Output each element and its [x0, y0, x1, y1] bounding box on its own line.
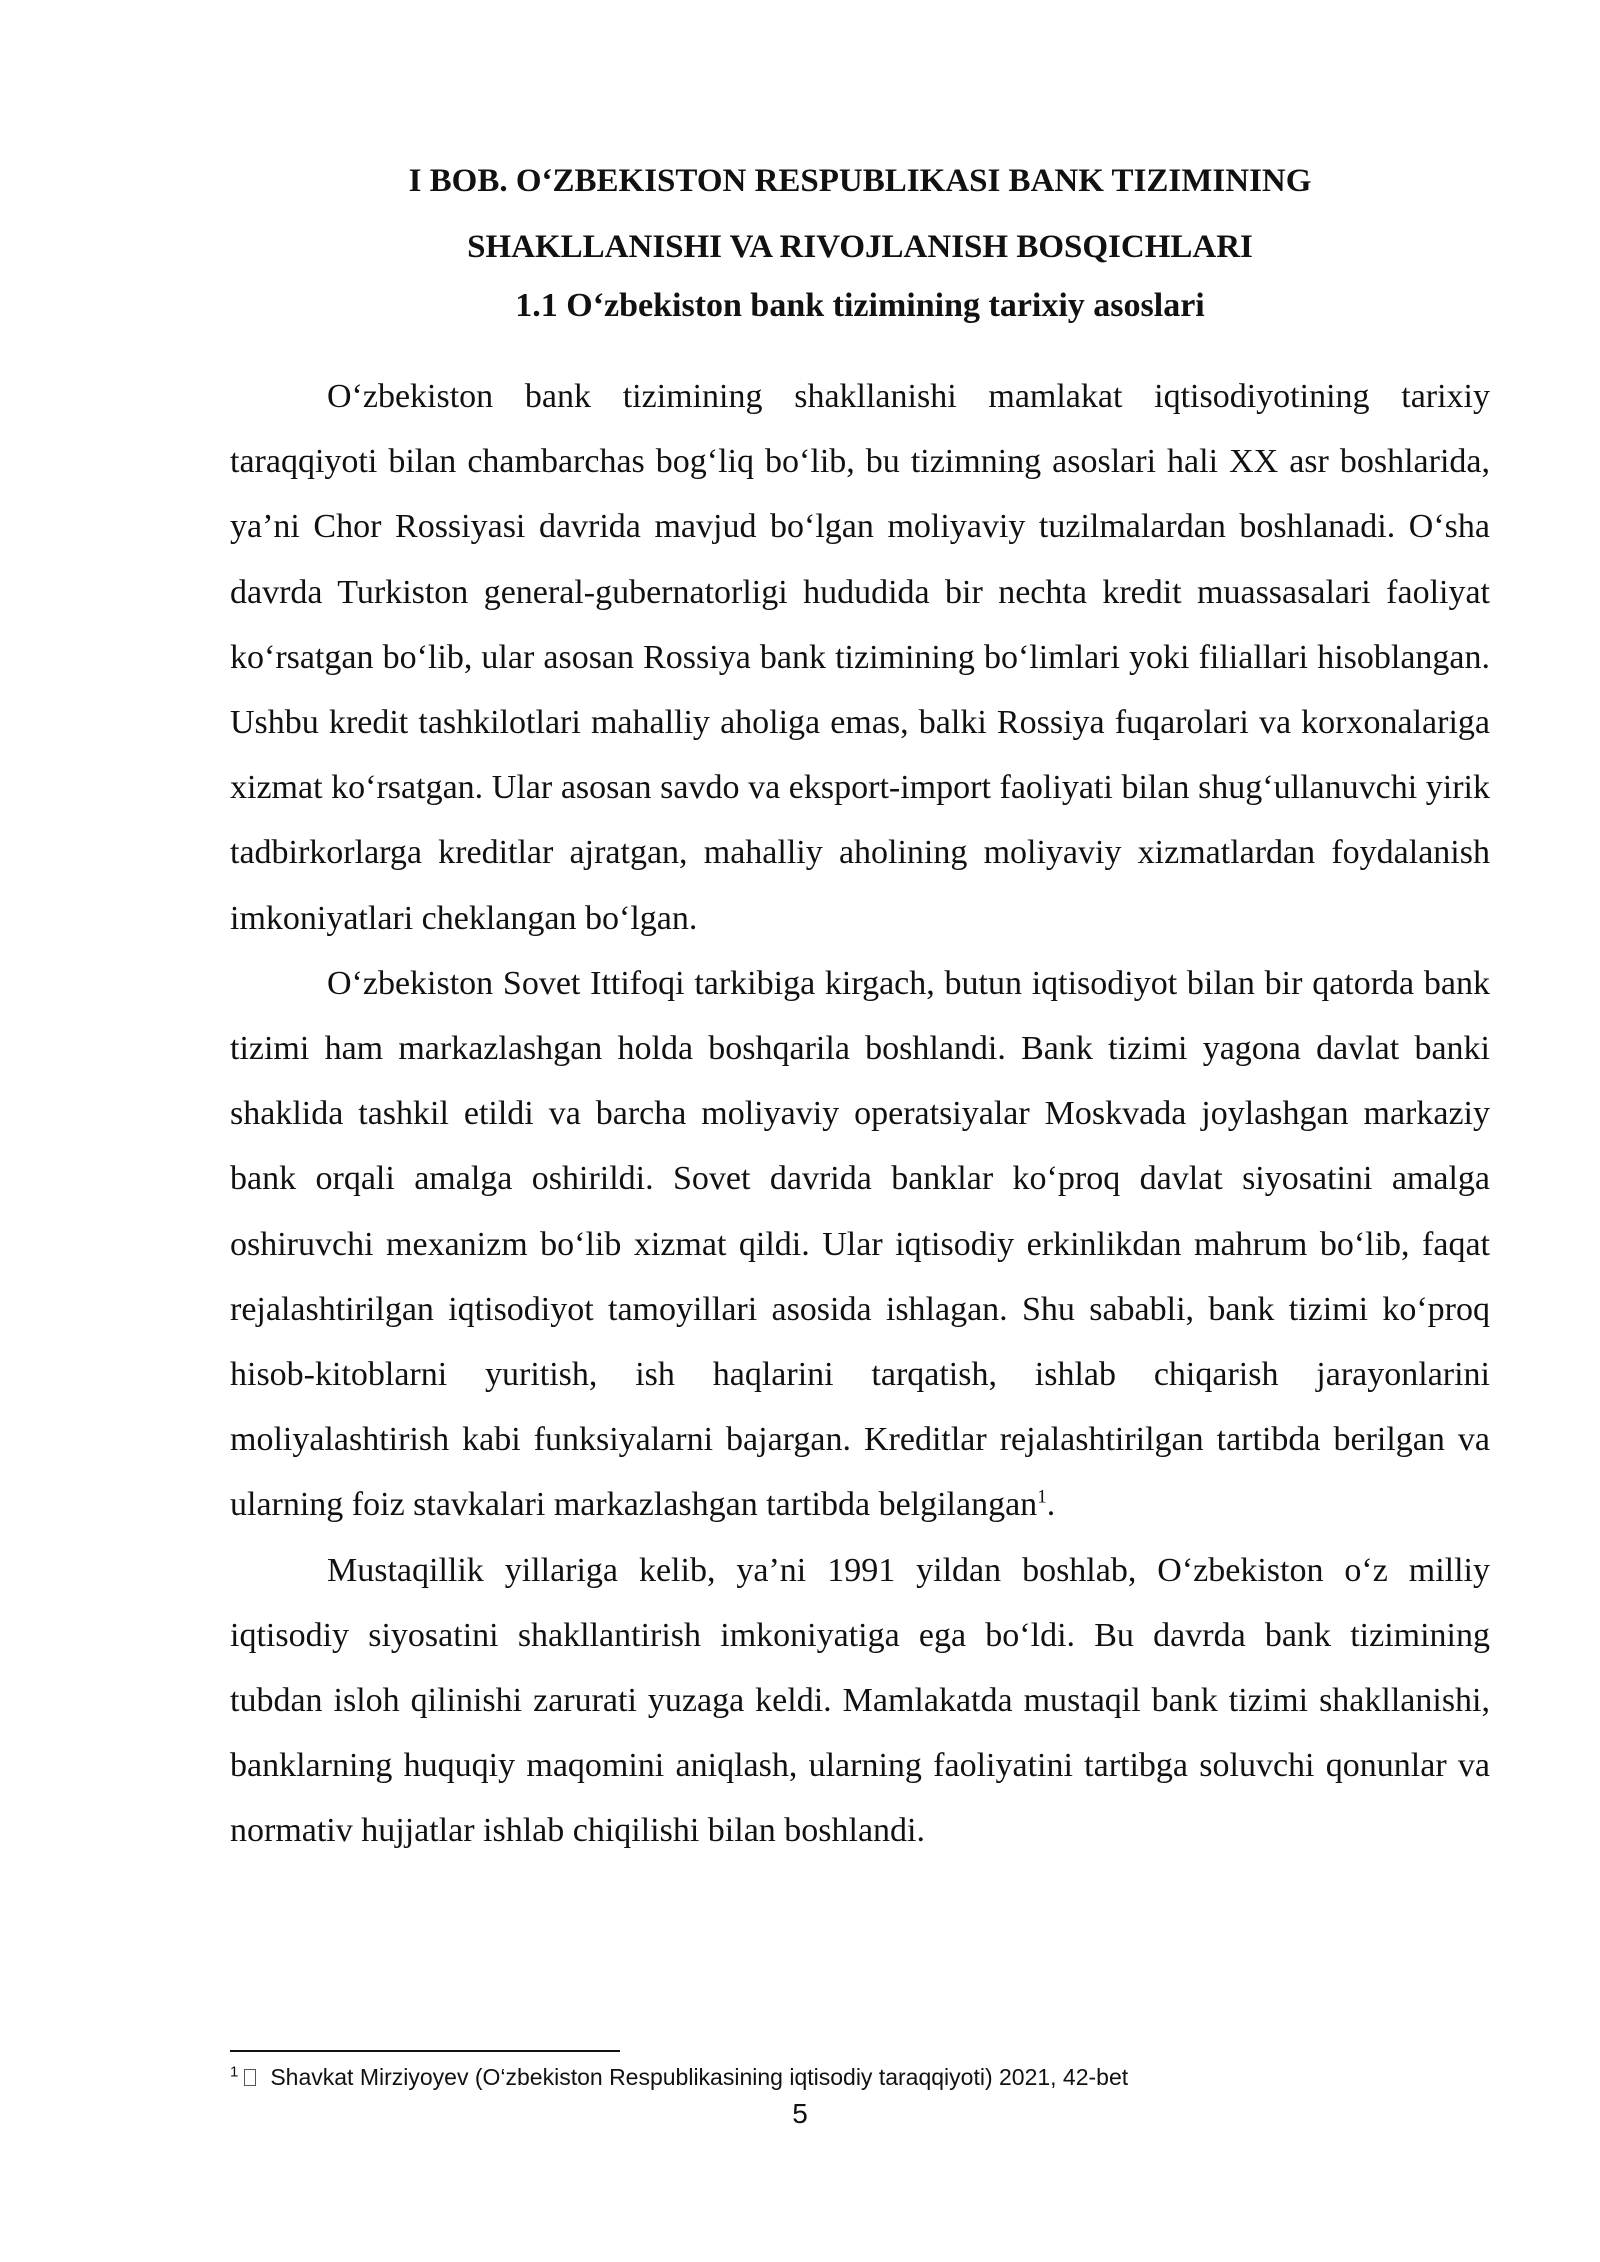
footnote-number: 1: [230, 2063, 239, 2081]
paragraph-2: [230, 951, 1490, 1538]
footnote-text: Shavkat Mirziyoyev (O‘zbekiston Respublikasining iqtisodiy taraqqiyoti) 2021, 42-bet: [270, 2064, 1129, 2090]
footnote: [230, 2062, 1490, 2092]
chapter-title-line-2: SHAKLLANISHI VA RIVOJLANISH BOSQICHLARI: [467, 229, 1253, 265]
paragraph-2-end: .: [1046, 1486, 1056, 1524]
body-text: [230, 364, 1490, 1864]
footnote-reference[interactable]: 1: [1037, 1487, 1047, 1509]
footnote-separator: [230, 2050, 620, 2052]
section-title: 1.1 O‘zbekiston bank tizimining tarixiy asoslari: [515, 287, 1205, 324]
missing-glyph-icon: [244, 2069, 256, 2086]
chapter-title: [230, 148, 1490, 280]
page-number: 5: [792, 2098, 808, 2129]
paragraph-1: O‘zbekiston bank tizimining shakllanishi mamlakat iqtisodiyotining tarixiy taraqqiyoti bilan chambarchas bog‘liq bo‘lib, bu tizimning asoslari hali XX asr boshlarida, ya’ni Chor Rossiyasi davrida mavjud bo‘lgan moliyaviy tuzilmalardan boshlanadi. O‘sha davrda Turkiston general-gubernatorligi hududida bir nechta kredit muassasalari faoliyat ko‘rsatgan bo‘lib, ular asosan Rossiya bank tizimining bo‘limlari yoki filiallari hisoblangan. Ushbu kredit tashkilotlari mahalliy aholiga emas, balki Rossiya fuqarolari va korxonalariga xizmat ko‘rsatgan. Ular asosan savdo va eksport-import faoliyati bilan shug‘ullanuvchi yirik tadbirkorlarga kreditlar ajratgan, mahalliy aholining moliyaviy xizmatlardan foydalanish imkoniyatlari cheklangan bo‘lgan.: [230, 378, 1490, 937]
paragraph-3: Mustaqillik yillariga kelib, ya’ni 1991 yildan boshlab, O‘zbekiston o‘z milliy iqtisodiy siyosatini shakllantirish imkoniyatiga ega bo‘ldi. Bu davrda bank tizimining tubdan isloh qilinishi zarurati yuzaga keldi. Mamlakatda mustaqil bank tizimi shakllanishi, banklarning huquqiy maqomini aniqlash, ularning faoliyatini tartibga soluvchi qonunlar va normativ hujjatlar ishlab chiqilishi bilan boshlandi.: [230, 1551, 1490, 1850]
chapter-title-line-1: I BOB. O‘ZBEKISTON RESPUBLIKASI BANK TIZIMINING: [408, 163, 1312, 199]
paragraph-2-text: O‘zbekiston Sovet Ittifoqi tarkibiga kirgach, butun iqtisodiyot bilan bir qatorda bank tizimi ham markazlashgan holda boshqarila boshlandi. Bank tizimi yagona davlat banki shaklida tashkil etildi va barcha moliyaviy operatsiyalar Moskvada joylashgan markaziy bank orqali amalga oshirildi. Sovet davrida banklar ko‘proq davlat siyosatini amalga oshiruvchi mexanizm bo‘lib xizmat qildi. Ular iqtisodiy erkinlikdan mahrum bo‘lib, faqat rejalashtirilgan iqtisodiyot tamoyillari asosida ishlagan. Shu sababli, bank tizimi ko‘proq hisob-kitoblarni yuritish, ish haqlarini tarqatish, ishlab chiqarish jarayonlarini moliyalashtirish kabi funksiyalarni bajargan. Kreditlar rejalashtirilgan tartibda berilgan va ularning foiz stavkalari markazlashgan tartibda belgilangan: [230, 964, 1490, 1524]
